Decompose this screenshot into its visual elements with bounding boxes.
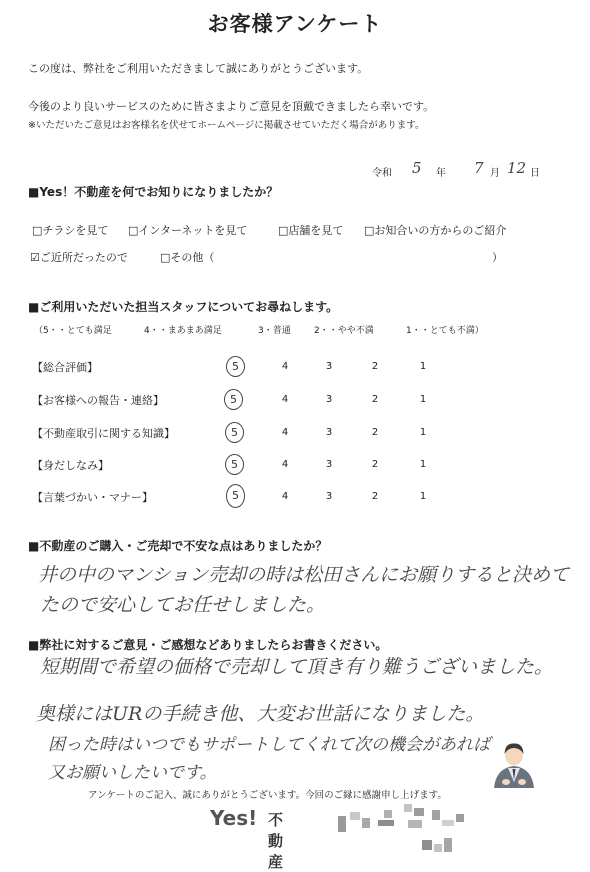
rating-option-3[interactable]: 3 (325, 427, 333, 438)
q2-scale-5: （5・・とても満足 (34, 326, 112, 336)
q4-answer-line-3: 困った時はいつでもサポートしてくれて次の機会があれば (48, 735, 490, 755)
q2-heading: ■ご利用いただいた担当スタッフについてお尋ねします。 (28, 300, 339, 314)
intro-line-2: 今後のより良いサービスのために皆さまよりご意見を頂戴できましたら幸いです。 (28, 100, 435, 113)
rating-option-2[interactable]: 2 (371, 394, 379, 405)
rating-row-label: 【身だしなみ】 (32, 459, 109, 472)
q2-scale-4: 4・・まあまあ満足 (144, 326, 222, 336)
rating-option-4[interactable]: 4 (281, 394, 289, 405)
q2-scale-2: 2・・やや不満 (314, 326, 374, 336)
date-year: 5 (412, 159, 422, 177)
rating-option-4[interactable]: 4 (281, 491, 289, 502)
rating-row (0, 389, 590, 409)
brand-name: 不動産 (268, 811, 284, 871)
q3-answer-line-1: 井の中のマンション売却の時は松田さんにお願りすると決めて (38, 564, 570, 586)
rating-row (0, 484, 590, 506)
date-year-unit: 年 (436, 168, 446, 179)
page-title: お客様アンケート (207, 12, 383, 36)
brand-yes: Yes! (210, 806, 258, 830)
rating-row (0, 356, 590, 376)
q1-option-other[interactable]: □その他（ (160, 251, 215, 264)
rating-row-label: 【不動産取引に関する知識】 (32, 427, 175, 440)
rating-row-label: 【お客様への報告・連絡】 (32, 394, 164, 407)
q1-option-flyer[interactable]: □チラシを見て (32, 224, 109, 237)
date-field (372, 160, 562, 180)
footer-thanks: アンケートのご記入、誠にありがとうございます。今回のご縁に感謝申し上げます。 (88, 790, 447, 801)
date-era: 令和 (372, 168, 392, 179)
date-day-unit: 日 (530, 168, 540, 179)
q1-option-neighborhood[interactable]: ☑ご近所だったので (30, 251, 128, 264)
intro-line-1: この度は、弊社をご利用いただきまして誠にありがとうございます。 (28, 62, 369, 75)
rating-option-1[interactable]: 1 (419, 361, 427, 372)
q1-heading: ■Yes！不動産を何でお知りになりましたか？ (28, 185, 279, 199)
rating-option-1[interactable]: 1 (419, 427, 427, 438)
q3-heading: ■不動産のご購入・ご売却で不安な点はありましたか？ (28, 539, 328, 553)
rating-option-3[interactable]: 3 (325, 459, 333, 470)
rating-selected-circle[interactable]: 5 (224, 389, 243, 410)
rating-option-2[interactable]: 2 (371, 459, 379, 470)
date-day: 12 (507, 159, 527, 177)
rating-selected-circle[interactable]: 5 (225, 422, 244, 443)
q1-option-store[interactable]: □店舗を見て (278, 224, 344, 237)
rating-option-3[interactable]: 3 (325, 394, 333, 405)
rating-option-1[interactable]: 1 (419, 459, 427, 470)
rating-option-4[interactable]: 4 (281, 427, 289, 438)
rating-option-2[interactable]: 2 (371, 491, 379, 502)
rating-option-3[interactable]: 3 (325, 361, 333, 372)
rating-row (0, 422, 590, 442)
staff-illustration-icon (486, 738, 542, 788)
redacted-mosaic (332, 800, 482, 860)
rating-row-label: 【言葉づかい・マナー】 (32, 491, 153, 504)
q4-answer-line-1: 短期間で希望の価格で売却して頂き有り難うございました。 (40, 656, 554, 678)
rating-row-label: 【総合評価】 (32, 361, 98, 374)
date-month: 7 (474, 159, 484, 177)
rating-selected-circle[interactable]: 5 (226, 356, 245, 377)
rating-option-1[interactable]: 1 (419, 491, 427, 502)
date-month-unit: 月 (490, 168, 500, 179)
rating-selected-circle[interactable]: 5 (226, 484, 245, 508)
rating-option-2[interactable]: 2 (371, 427, 379, 438)
rating-option-3[interactable]: 3 (325, 491, 333, 502)
rating-row (0, 454, 590, 474)
q1-option-referral[interactable]: □お知合いの方からのご紹介 (364, 224, 507, 237)
q1-option-other-close: ） (492, 251, 503, 264)
q3-answer-line-2: たので安心してお任せしました。 (40, 594, 326, 616)
rating-option-4[interactable]: 4 (281, 361, 289, 372)
rating-selected-circle[interactable]: 5 (225, 454, 244, 475)
q1-option-internet[interactable]: □インターネットを見て (128, 224, 248, 237)
intro-note: ※いただいたご意見はお客様名を伏せてホームページに掲載させていただく場合があります。 (28, 120, 425, 131)
q4-heading: ■弊社に対するご意見・ご感想などありましたらお書きください。 (28, 638, 388, 652)
q2-scale-3: 3・普通 (258, 326, 291, 336)
rating-option-4[interactable]: 4 (281, 459, 289, 470)
rating-option-2[interactable]: 2 (371, 361, 379, 372)
q4-answer-line-4: 又お願いしたいです。 (48, 763, 217, 783)
rating-option-1[interactable]: 1 (419, 394, 427, 405)
q4-answer-line-2: 奥様にはURの手続き他、大変お世話になりました。 (36, 703, 485, 725)
q2-scale-1: 1・・とても不満） (406, 326, 484, 336)
